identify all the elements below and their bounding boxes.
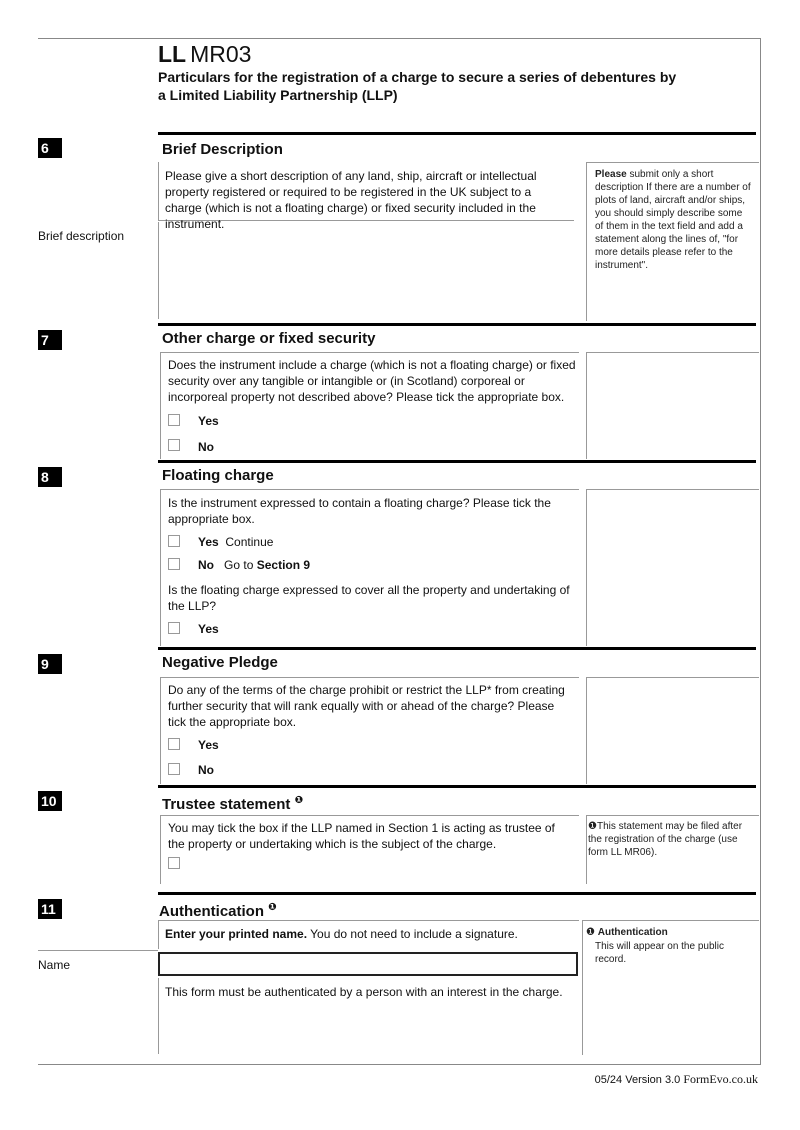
section-10-instruction: You may tick the box if the LLP named in Section 1 is acting as trustee of the property or undertaking which is the subject of the charge. [168,821,555,851]
section-7-no-label: No [198,440,214,454]
section-7-no-checkbox[interactable] [168,439,180,451]
footnote-mark-icon: ❶ [294,795,304,806]
name-label-rule [38,950,158,951]
section-9-no-label: No [198,763,214,777]
section-8-yes-label: Yes Continue [198,535,274,549]
form-title: Particulars for the registration of a charge to secure a series of debentures by a Limited Liability Partnership (LLP) [158,69,677,103]
section-9-side-box [586,677,759,784]
brief-description-label: Brief description [38,229,125,243]
section-11-number: 11 [38,899,62,919]
section-8-yes2-label: Yes [198,622,219,636]
name-label: Name [38,958,71,972]
section-11-side-title: ❶ Authentication [586,927,668,938]
section-7-number: 7 [38,330,62,350]
section-6-number: 6 [38,138,62,158]
right-rule [760,38,761,1064]
section-8-instruction: Is the instrument expressed to contain a floating charge? Please tick the appropriate box. [168,496,551,526]
section-8-side-box [586,489,759,646]
form-code: LL MR03 [158,41,252,67]
section-9-yes-label: Yes [198,738,219,752]
section-10-number: 10 [38,791,62,811]
section-11-instruction: Enter your printed name. You do not need to include a signature. [165,927,518,941]
section-10-rule [158,785,756,788]
top-rule [38,38,761,39]
footnote-mark-icon: ❶ [586,927,595,938]
section-6-side-note: Please submit only a short description If there are a number of plots of land, aircraft and/or ships, you should simply describe some of them in the text field and add a statement along the lines of, "for more details please refer to the instrument". [595,169,751,271]
section-8-no-checkbox[interactable] [168,558,180,570]
section-7-rule [158,323,756,326]
section-8-no-label: No Go to Section 9 [198,558,311,572]
section-9-yes-checkbox[interactable] [168,738,180,750]
section-6-title: Brief Description [162,141,283,158]
section-8-question-2: Is the floating charge expressed to cover all the property and undertaking of the LLP? [168,583,570,613]
section-8-rule [158,460,756,463]
section-9-no-checkbox[interactable] [168,763,180,775]
section-11-rule [158,892,756,895]
footnote-mark-icon: ❶ [268,902,277,913]
footnote-mark-icon: ❶ [588,821,597,832]
section-7-instruction: Does the instrument include a charge (which is not a floating charge) or fixed security over any tangible or intangible or (in Scotland) corporeal or incorporeal property not described above? Please tick the appropriate box. [168,358,576,404]
section-7-yes-label: Yes [198,414,219,428]
section-7-side-box [586,352,759,459]
section-11-title: Authentication $^❶$ [159,902,277,920]
trustee-checkbox[interactable] [168,857,180,869]
bottom-rule [38,1064,761,1065]
section-9-number: 9 [38,654,62,674]
section-8-yes2-checkbox[interactable] [168,622,180,634]
section-11-side-note: This will appear on the public record. [595,941,724,965]
section-8-title: Floating charge [162,467,274,484]
section-10-side-note: ❶This statement may be filed after the registration of the charge (use form LL MR06). [588,821,743,858]
footer-brand: FormEvo.co.uk [683,1072,758,1086]
section-6-rule [158,132,756,135]
section-10-title: Trustee statement $^❶$ [162,795,304,813]
section-7-yes-checkbox[interactable] [168,414,180,426]
section-6-instruction: Please give a short description of any land, ship, aircraft or intellectual property registered or required to be registered in the UK subject to a charge (which is not a floating charge) or fixed security included in the instrument. [165,169,537,231]
section-9-title: Negative Pledge [162,654,278,671]
name-input[interactable] [158,952,578,976]
section-8-yes-checkbox[interactable] [168,535,180,547]
section-9-instruction: Do any of the terms of the charge prohibit or restrict the LLP* from creating further security that will rank equally with or ahead of the charge? Please tick the appropriate box. [168,683,565,729]
section-7-title: Other charge or fixed security [162,330,376,347]
brief-description-field[interactable] [158,222,579,319]
footer: 05/24 Version 3.0 FormEvo.co.uk [594,1072,758,1086]
section-11-note: This form must be authenticated by a person with an interest in the charge. [165,985,563,999]
section-9-rule [158,647,756,650]
section-8-number: 8 [38,467,62,487]
